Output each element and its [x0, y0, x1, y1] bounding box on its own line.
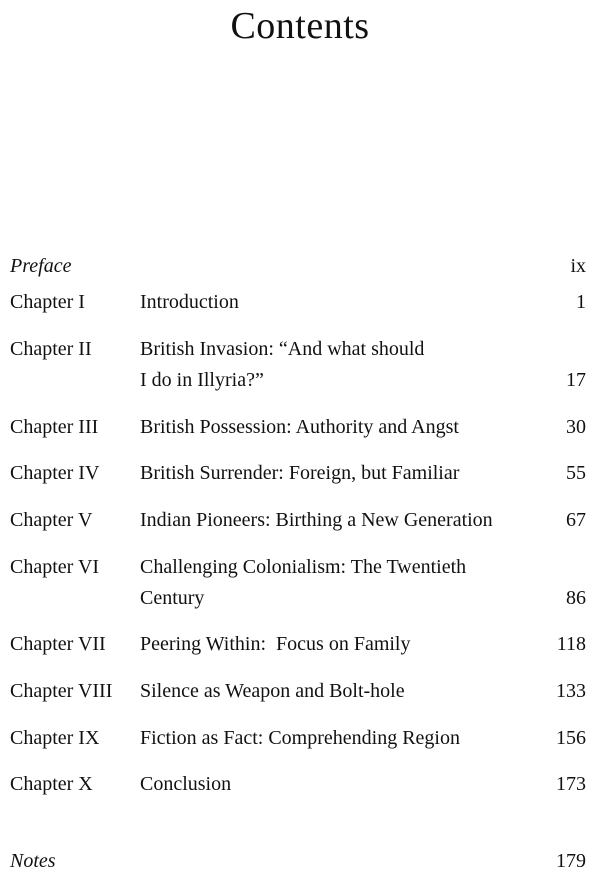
entry-page: 30	[566, 416, 586, 438]
entry-page: ix	[570, 255, 586, 277]
entry-title: British Surrender: Foreign, but Familiar	[140, 462, 460, 484]
entry-title: Indian Pioneers: Birthing a New Generation	[140, 509, 493, 531]
entry-title-continued: Century	[140, 587, 205, 609]
entry-label: Chapter IV	[10, 462, 100, 484]
page-title: Contents	[230, 5, 370, 47]
entry-title: Silence as Weapon and Bolt-hole	[140, 680, 405, 702]
entry-page: 156	[556, 727, 586, 749]
entry-title: Peering Within: Focus on Family	[140, 633, 411, 655]
entry-label: Chapter VI	[10, 556, 100, 578]
entry-label: Notes	[10, 850, 56, 872]
entry-label: Preface	[10, 255, 72, 277]
entry-page: 86	[566, 587, 586, 609]
entry-title: British Invasion: “And what should	[140, 338, 425, 360]
entry-page: 179	[556, 850, 586, 872]
entry-page: 1	[576, 291, 586, 313]
entry-page: 55	[566, 462, 586, 484]
entry-page: 67	[566, 509, 586, 531]
entry-title: Conclusion	[140, 773, 232, 795]
entry-title: Fiction as Fact: Comprehending Region	[140, 727, 460, 749]
entry-title: Challenging Colonialism: The Twentieth	[140, 556, 467, 578]
entry-label: Chapter IX	[10, 727, 100, 749]
entry-title: Introduction	[140, 291, 239, 313]
entry-title: British Possession: Authority and Angst	[140, 416, 459, 438]
entry-page: 118	[556, 633, 586, 655]
entry-page: 133	[556, 680, 586, 702]
entry-title-continued: I do in Illyria?”	[140, 369, 264, 391]
entry-label: Chapter X	[10, 773, 93, 795]
entry-label: Chapter VII	[10, 633, 106, 655]
entry-label: Chapter III	[10, 416, 99, 438]
entry-page: 173	[556, 773, 586, 795]
entry-label: Chapter VIII	[10, 680, 113, 702]
entry-label: Chapter V	[10, 509, 93, 531]
entry-page: 17	[566, 369, 586, 391]
entry-label: Chapter II	[10, 338, 92, 360]
entry-label: Chapter I	[10, 291, 85, 313]
